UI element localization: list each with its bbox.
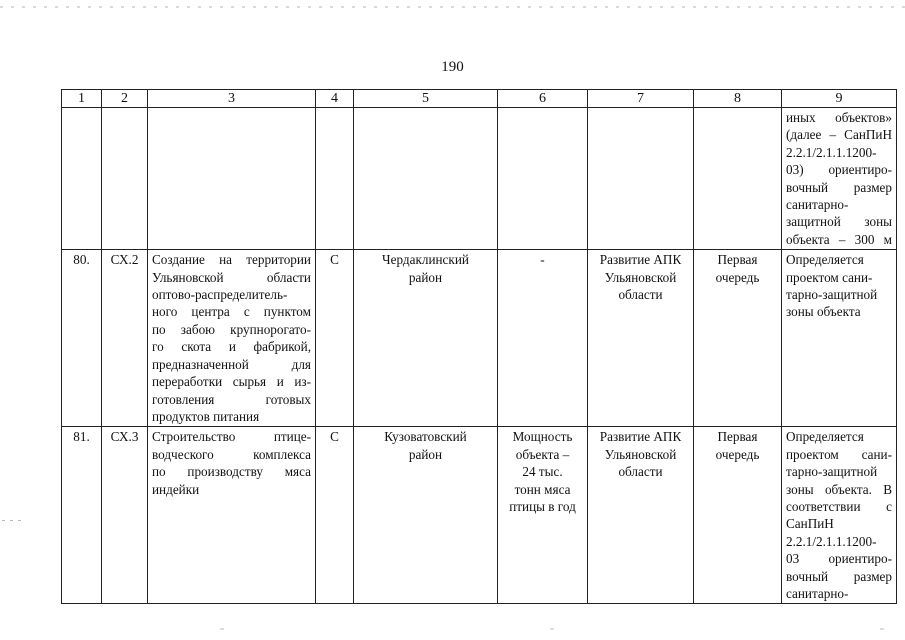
capacity-line: объекта – [515, 446, 570, 462]
notes-line: соответствии с [786, 498, 892, 514]
notes-line: 03) ориентиро- [786, 162, 892, 178]
table-cell [498, 108, 588, 250]
name-line: Создание на территории [152, 252, 311, 268]
queue-cell [694, 250, 782, 427]
capacity-line: - [540, 252, 545, 268]
notes-line: Определяется [786, 429, 864, 445]
capacity-line: тонн мяса [514, 481, 571, 497]
col-header: 2 [102, 90, 148, 108]
name-line: предназначенной для [152, 356, 311, 372]
scan-edge-top [0, 6, 905, 8]
scan-edge-bottom [0, 628, 905, 630]
table-row-80 [62, 250, 897, 427]
notes-line: Определяется [786, 252, 864, 268]
capacity-line: птицы в год [509, 498, 576, 514]
notes-line: (далее – СанПиН [786, 127, 892, 143]
notes-line: 2.2.1/2.1.1.1200- [786, 144, 877, 160]
notes-line: тарно-защитной [786, 287, 878, 303]
queue-line: очередь [715, 446, 760, 462]
notes-line: санитарно- [786, 585, 849, 601]
table-cell [62, 108, 102, 250]
location-cell [354, 250, 498, 427]
status-cell: С [316, 427, 354, 604]
notes-line: проектом сани- [786, 446, 892, 462]
notes-line: вочный размер [786, 179, 892, 195]
capacity-cell [498, 250, 588, 427]
program-line: Ульяновской [604, 446, 677, 462]
table-row-continuation [62, 108, 897, 250]
notes-line: СанПиН [786, 516, 834, 532]
queue-cell [694, 427, 782, 604]
name-line: по производству мяса [152, 464, 311, 480]
notes-line: защитной зоны [786, 214, 892, 230]
table-cell [694, 108, 782, 250]
name-line: Ульяновской области [152, 269, 311, 285]
location-cell [354, 427, 498, 604]
col-header: 4 [316, 90, 354, 108]
margin-mark [2, 520, 24, 521]
table-cell [316, 108, 354, 250]
notes-cell [782, 108, 897, 250]
object-code: СХ.3 [102, 427, 148, 604]
name-line: переработки сырья и из- [152, 374, 311, 390]
table-header-row [62, 90, 897, 108]
capacity-cell [498, 427, 588, 604]
name-line: продуктов питания [152, 408, 260, 424]
location-line: район [408, 269, 443, 285]
object-name [148, 250, 316, 427]
table-cell [354, 108, 498, 250]
col-header: 3 [148, 90, 316, 108]
name-line: Строительство птице- [152, 429, 311, 445]
program-line: Развитие АПК [599, 429, 682, 445]
notes-cell [782, 427, 897, 604]
location-line: Чердаклинский [382, 252, 469, 268]
notes-line: тарно-защитной [786, 464, 878, 480]
name-line: ного центра с пунктом [152, 304, 311, 320]
capacity-line: 24 тыс. [522, 464, 563, 480]
notes-line: зоны объекта. В [786, 481, 892, 497]
queue-line: Первая [717, 252, 758, 268]
table-cell [148, 108, 316, 250]
notes-line: 2.2.1/2.1.1.1200- [786, 533, 877, 549]
program-line: области [618, 464, 663, 480]
notes-line: вочный размер [786, 568, 892, 584]
location-line: район [408, 446, 443, 462]
row-number: 80. [62, 250, 102, 427]
location-line: Кузоватовский [384, 429, 467, 445]
name-line: оптово-распределитель- [152, 287, 288, 303]
col-header: 6 [498, 90, 588, 108]
col-header: 9 [782, 90, 897, 108]
object-code: СХ.2 [102, 250, 148, 427]
table-cell [102, 108, 148, 250]
program-line: области [618, 287, 663, 303]
name-line: готовления готовых [152, 391, 311, 407]
table-row-81 [62, 427, 897, 604]
queue-line: очередь [715, 269, 760, 285]
notes-cell [782, 250, 897, 427]
table-cell [588, 108, 694, 250]
program-cell [588, 427, 694, 604]
queue-line: Первая [717, 429, 758, 445]
notes-line: зоны объекта [786, 304, 861, 320]
notes-line: 03 ориентиро- [786, 551, 892, 567]
program-line: Развитие АПК [599, 252, 682, 268]
col-header: 7 [588, 90, 694, 108]
name-line: индейки [152, 481, 200, 497]
row-number: 81. [62, 427, 102, 604]
col-header: 8 [694, 90, 782, 108]
program-line: Ульяновской [604, 269, 677, 285]
notes-line: санитарно- [786, 197, 849, 213]
name-line: по забою крупнорогато- [152, 321, 311, 337]
name-line: водческого комплекса [152, 446, 311, 462]
program-cell [588, 250, 694, 427]
col-header: 1 [62, 90, 102, 108]
document-table [61, 89, 897, 604]
notes-line: объекта – 300 м [786, 231, 892, 247]
notes-line: иных объектов» [786, 110, 892, 125]
notes-line: проектом сани- [786, 269, 873, 285]
name-line: го скота и фабрикой, [152, 339, 311, 355]
capacity-line: Мощность [512, 429, 573, 445]
col-header: 5 [354, 90, 498, 108]
object-name [148, 427, 316, 604]
page-number: 190 [441, 59, 464, 75]
status-cell: С [316, 250, 354, 427]
